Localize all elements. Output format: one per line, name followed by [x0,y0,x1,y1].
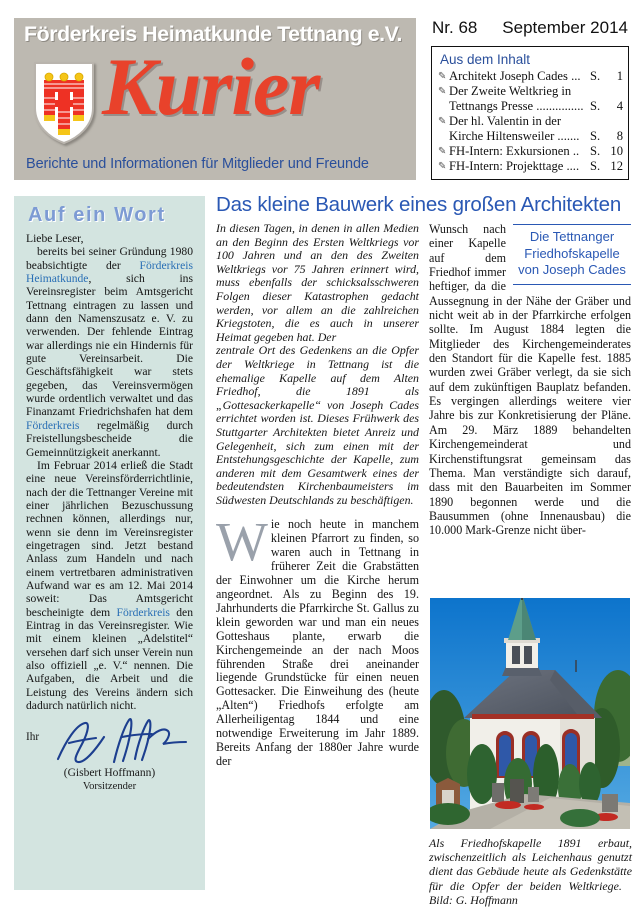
table-of-contents [431,46,629,180]
tettnang-coat-of-arms-icon [32,60,96,146]
toc-item-title: FH-Intern: Exkursionen .. [449,144,580,158]
pen-icon: ✎ [438,71,447,82]
toc-page-label: S. [590,69,601,83]
toc-page-number: 12 [610,159,623,173]
sidebar-paragraph-2 [26,459,193,713]
toc-heading: Aus dem Inhalt [440,52,531,67]
sidebar-p1-highlight-2: Förderkreis [26,418,80,432]
toc-page-label: S. [590,159,601,173]
article-body-middle [216,511,419,768]
sidebar-p1-a: bereits bei seiner Gründung 1980 beabsichtigte der [26,245,193,272]
article-headline: Das kleine Bauwerk eines großen Architekten [216,193,622,216]
article-lead [216,222,419,344]
toc-page-number: 4 [616,99,623,113]
toc-item[interactable] [438,114,623,129]
toc-page-number: 8 [616,129,623,143]
sidebar-p2-b: den Eintrag in das Vereinsregister. Wie mit einem kleinen „Adelstitel“ versehen darf sich unser Verein nun also offiziell „e. V.“ nennen. Die Aufgaben, die Arbeit und die Leistung des Vereins ändern sich dadurch natürlich nicht. [26,605,193,713]
signature-name: (Gisbert Hoffmann) [63,767,156,780]
article-lead-part2: zentrale Ort des Gedenkens an die Opfer der Weltkriege in Tettnang ist die ehemalige Kapelle auf dem Alten Friedhof, die 1891 als „Gottesackerkapelle“ von Joseph Cades errichtet worden ist. Dieses Frühwerk des Stuttgarter Architekten bietet Anreiz und Gelegenheit, sich zum einen mit der Entstehungsgeschichte der Kapelle, zum anderen mit dem Gesamtwerk eines der bedeutendsten Kirchenbaumeisters im Südwesten Deutschlands zu beschäftigen. [216,343,419,507]
toc-item-title: Architekt Joseph Cades ... [449,69,581,83]
sidebar-title: Auf ein Wort [28,204,166,226]
article-lead-cont [216,344,419,507]
masthead-subtitle: Berichte und Informationen für Mitglieder und Freunde [26,156,369,172]
sidebar-body [26,232,193,712]
article-body-right: Wunsch nach einer Kapelle auf dem Friedhof immer heftiger, da die Aussegnung in der Nähe der Gräber und nicht weit ab in der Pfarrkirche erfolgen sollte. Im August 1884 legten die Mitglieder des Kirchengemeinderates den Standort für die Kapelle fest. 1885 wurden zwei Gräber verlegt, da sie sich auf dem zukünftigen Bauplatz befanden. Es vergingen allerdings weitere vier Jahre bis zur Konkretisierung der Pläne. Am 29. März 1889 behandelten Kirchengemeinderat und Kirchenstiftungsrat gemeinsam das Thema. Man verständigte sich darauf, dass mit den Bauarbeiten im Sommer 1890 begonnen werde und die Bausummen (ohne Innenausbau) die 10.000 Mark-Grenze nicht über- [429,222,631,538]
sidebar-p1-highlight-1: Förderkreis Heimatkunde [26,258,193,286]
sidebar-p1-c: regelmäßig durch Freistellungsbescheide die Gemeinnützigkeit anerkannt. [26,418,193,459]
pen-icon: ✎ [438,86,447,97]
sidebar-paragraph-1 [26,245,193,459]
issue-date: September 2014 [502,18,628,37]
toc-item[interactable] [438,84,623,99]
photo-caption [429,836,632,907]
toc-item[interactable] [438,69,623,84]
pull-quote [513,224,631,285]
pull-quote-line-1: Die Tettnanger [529,229,615,244]
toc-item[interactable] [438,144,623,159]
pen-icon: ✎ [438,116,447,127]
sidebar-salutation: Liebe Leser, [26,232,84,245]
toc-page-label: S. [590,129,601,143]
drop-cap: W [216,511,268,573]
toc-page-number: 10 [610,144,623,158]
kurier-wordmark: Kurier [102,41,320,132]
toc-page-number: 1 [616,69,623,83]
sidebar-p2-highlight-1: Förderkreis [116,605,170,619]
sidebar-p1-b: , sich ins Vereinsregister beim Amtsgericht Tettnang eintragen zu lassen und dann den Namenszusatz e. V. zu verwenden. Der fehlende Eintrag war allerdings nie ein Hindernis für gute Vereinsarbeit. Die Geschäftsfähigkeit war stets gegeben, das Vereinsvermögen wurde ordentlich verwaltet und das Finanzamt Friedrichshafen hat dem [26,272,193,419]
editorial-sidebar [14,196,205,890]
toc-list [438,69,623,174]
chapel-photo [430,598,630,829]
toc-page-label: S. [590,144,601,158]
issue-number: Nr. 68 [432,18,478,37]
handwritten-signature-icon [52,715,190,772]
toc-item-title: Der Zweite Weltkrieg in [449,84,572,98]
toc-item-title: Der hl. Valentin in der [449,114,562,128]
article-body-middle-text: ie noch heute in manchem kleinen Pfarrort zu finden, so waren auch in Tettnang in früherer Zeit die Grabstätten der Einwohner um die Kirche herum angeordnet. Als zu Beginn des 19. Jahrhunderts die Pfarrkirche St. Gallus zu klein geworden war und man ein neues Gotteshaus plante, erwarb die Kirchengemeinde an der nach Moos führenden Straße drei aneinander liegende Grundstücke für einen neuen Gottesacker. Die Einweihung des (heute „Alten“) Friedhofs erfolgte am Allerheiligentag 1844 und eine notwendige Erweiterung im Jahr 1889. Bereits Anfang der 1880er Jahre wurde der [216,517,419,768]
masthead [14,18,416,180]
photo-credit: Bild: G. Hoffmann [429,892,518,907]
issue-line [430,18,630,44]
toc-page-label: S. [590,99,601,113]
pen-icon: ✎ [438,146,447,157]
pull-quote-line-3: von Joseph Cades [518,262,626,277]
signature-block [26,721,193,795]
pen-icon: ✎ [438,161,447,172]
toc-item[interactable] [438,159,623,174]
association-name: Förderkreis Heimatkunde Tettnang e.V. [24,22,403,46]
toc-item-title-cont: Kirche Hiltensweiler ....... [449,129,580,143]
toc-item-continuation[interactable] [438,129,623,144]
toc-item-title-cont: Tettnangs Presse ............... [449,99,584,113]
signature-closing: Ihr [26,731,40,744]
toc-item-continuation[interactable] [438,99,623,114]
photo-caption-text: Als Friedhofskapelle 1891 erbaut, zwischenzeitlich als Leichenhaus genutzt dient das Gebäude heute als Gedenkstätte für die Opfer der beiden Weltkriege. [429,836,632,893]
toc-item-title: FH-Intern: Projekttage .... [449,159,580,173]
article-column-middle [216,222,419,922]
pull-quote-line-2: Friedhofskapelle [524,245,620,261]
signature-role: Vorsitzender [82,781,137,793]
sidebar-p2-a: Im Februar 2014 erließ die Stadt eine neue Vereinsförderrichtlinie, nach der die Tettnanger Vereine mit einer jährlichen Bezuschussung rechnen können, allerdings nur, wenn sie denn im Vereinsregister eingetragen sind. Jetzt bestand Anlass zum Handeln und nach einem vertretbaren administrativen Aufwand war es am 12. Mai 2014 soweit: Das Amtsgericht bescheinigte dem [26,458,193,619]
article-lead-part1: In diesen Tagen, in denen in allen Medien an den Beginn des Ersten Weltkriegs vor 100 Jahren und an den des Zweiten Weltkriegs vor 75 Jahren erinnert wird, muss ebenfalls der schicksalsschweren Folgen dieser Katastrophen gedacht werden, vor allem an die zahlreichen Kriegstoten, die es auch in unserer Heimat gegeben hat. Der [216,221,419,344]
